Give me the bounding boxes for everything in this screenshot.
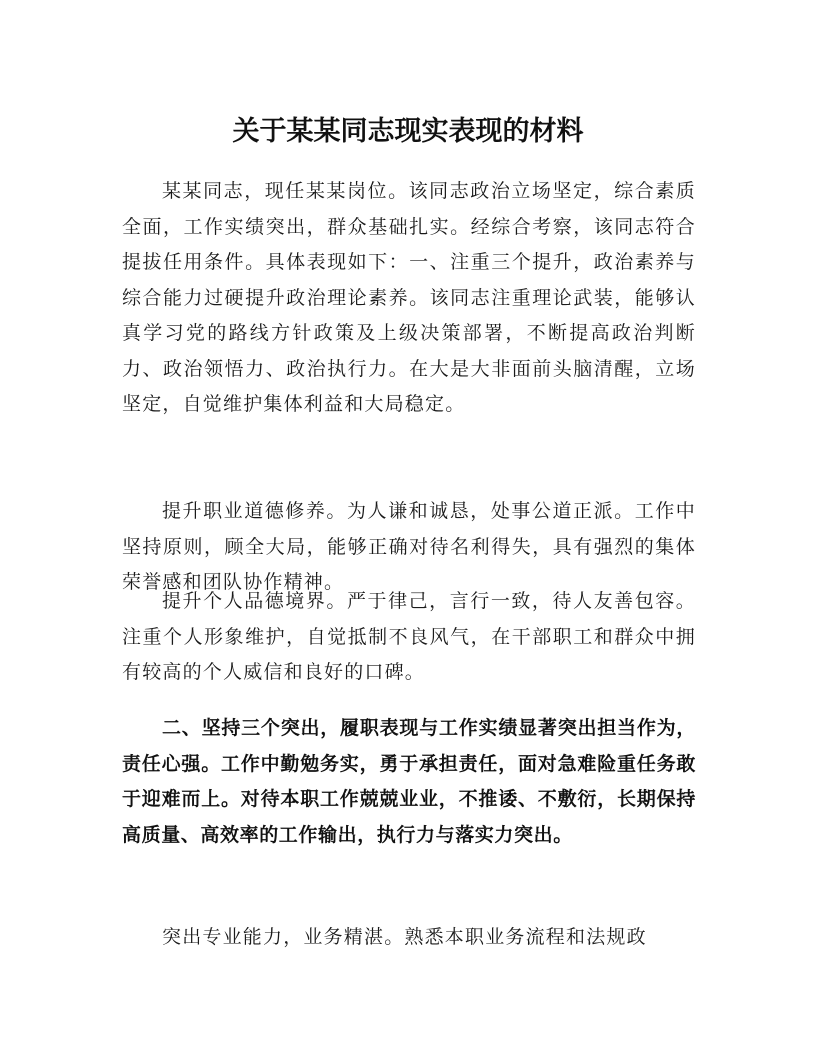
paragraph-intro: 某某同志，现任某某岗位。该同志政治立场坚定，综合素质全面，工作实绩突出，群众基础扎实。经综合考察，该同志符合提拔任用条件。具体表现如下：一、注重三个提升，政治素养与综合能力过硬提升政治理论素养。该同志注重理论武装，能够认真学习党的路线方针政策及上级决策部署，不断提高政治判断力、政治领悟力、政治执行力。在大是大非面前头脑清醒，立场坚定，自觉维护集体利益和大局稳定。: [122, 180, 696, 415]
paragraph-professional-ethics: 提升职业道德修养。为人谦和诚恳，处事公道正派。工作中坚持原则，顾全大局，能够正确对待名利得失，具有强烈的集体荣誉感和团队协作精神。: [122, 500, 696, 593]
paragraph-professional-ability: 突出专业能力，业务精湛。熟悉本职业务流程和法规政: [162, 926, 647, 948]
paragraph-personal-character: 提升个人品德境界。严于律己，言行一致，待人友善包容。注重个人形象维护，自觉抵制不良风气，在干部职工和群众中拥有较高的个人威信和良好的口碑。: [122, 590, 696, 683]
paragraph-section-two-heading: 二、坚持三个突出，履职表现与工作实绩显著突出担当作为，责任心强。工作中勤勉务实，勇于承担责任，面对急难险重任务敢于迎难而上。对待本职工作兢兢业业，不推诿、不敷衍，长期保持高质量、高效率的工作输出，执行力与落实力突出。: [122, 717, 696, 846]
document-title: 关于某某同志现实表现的材料: [232, 116, 584, 147]
